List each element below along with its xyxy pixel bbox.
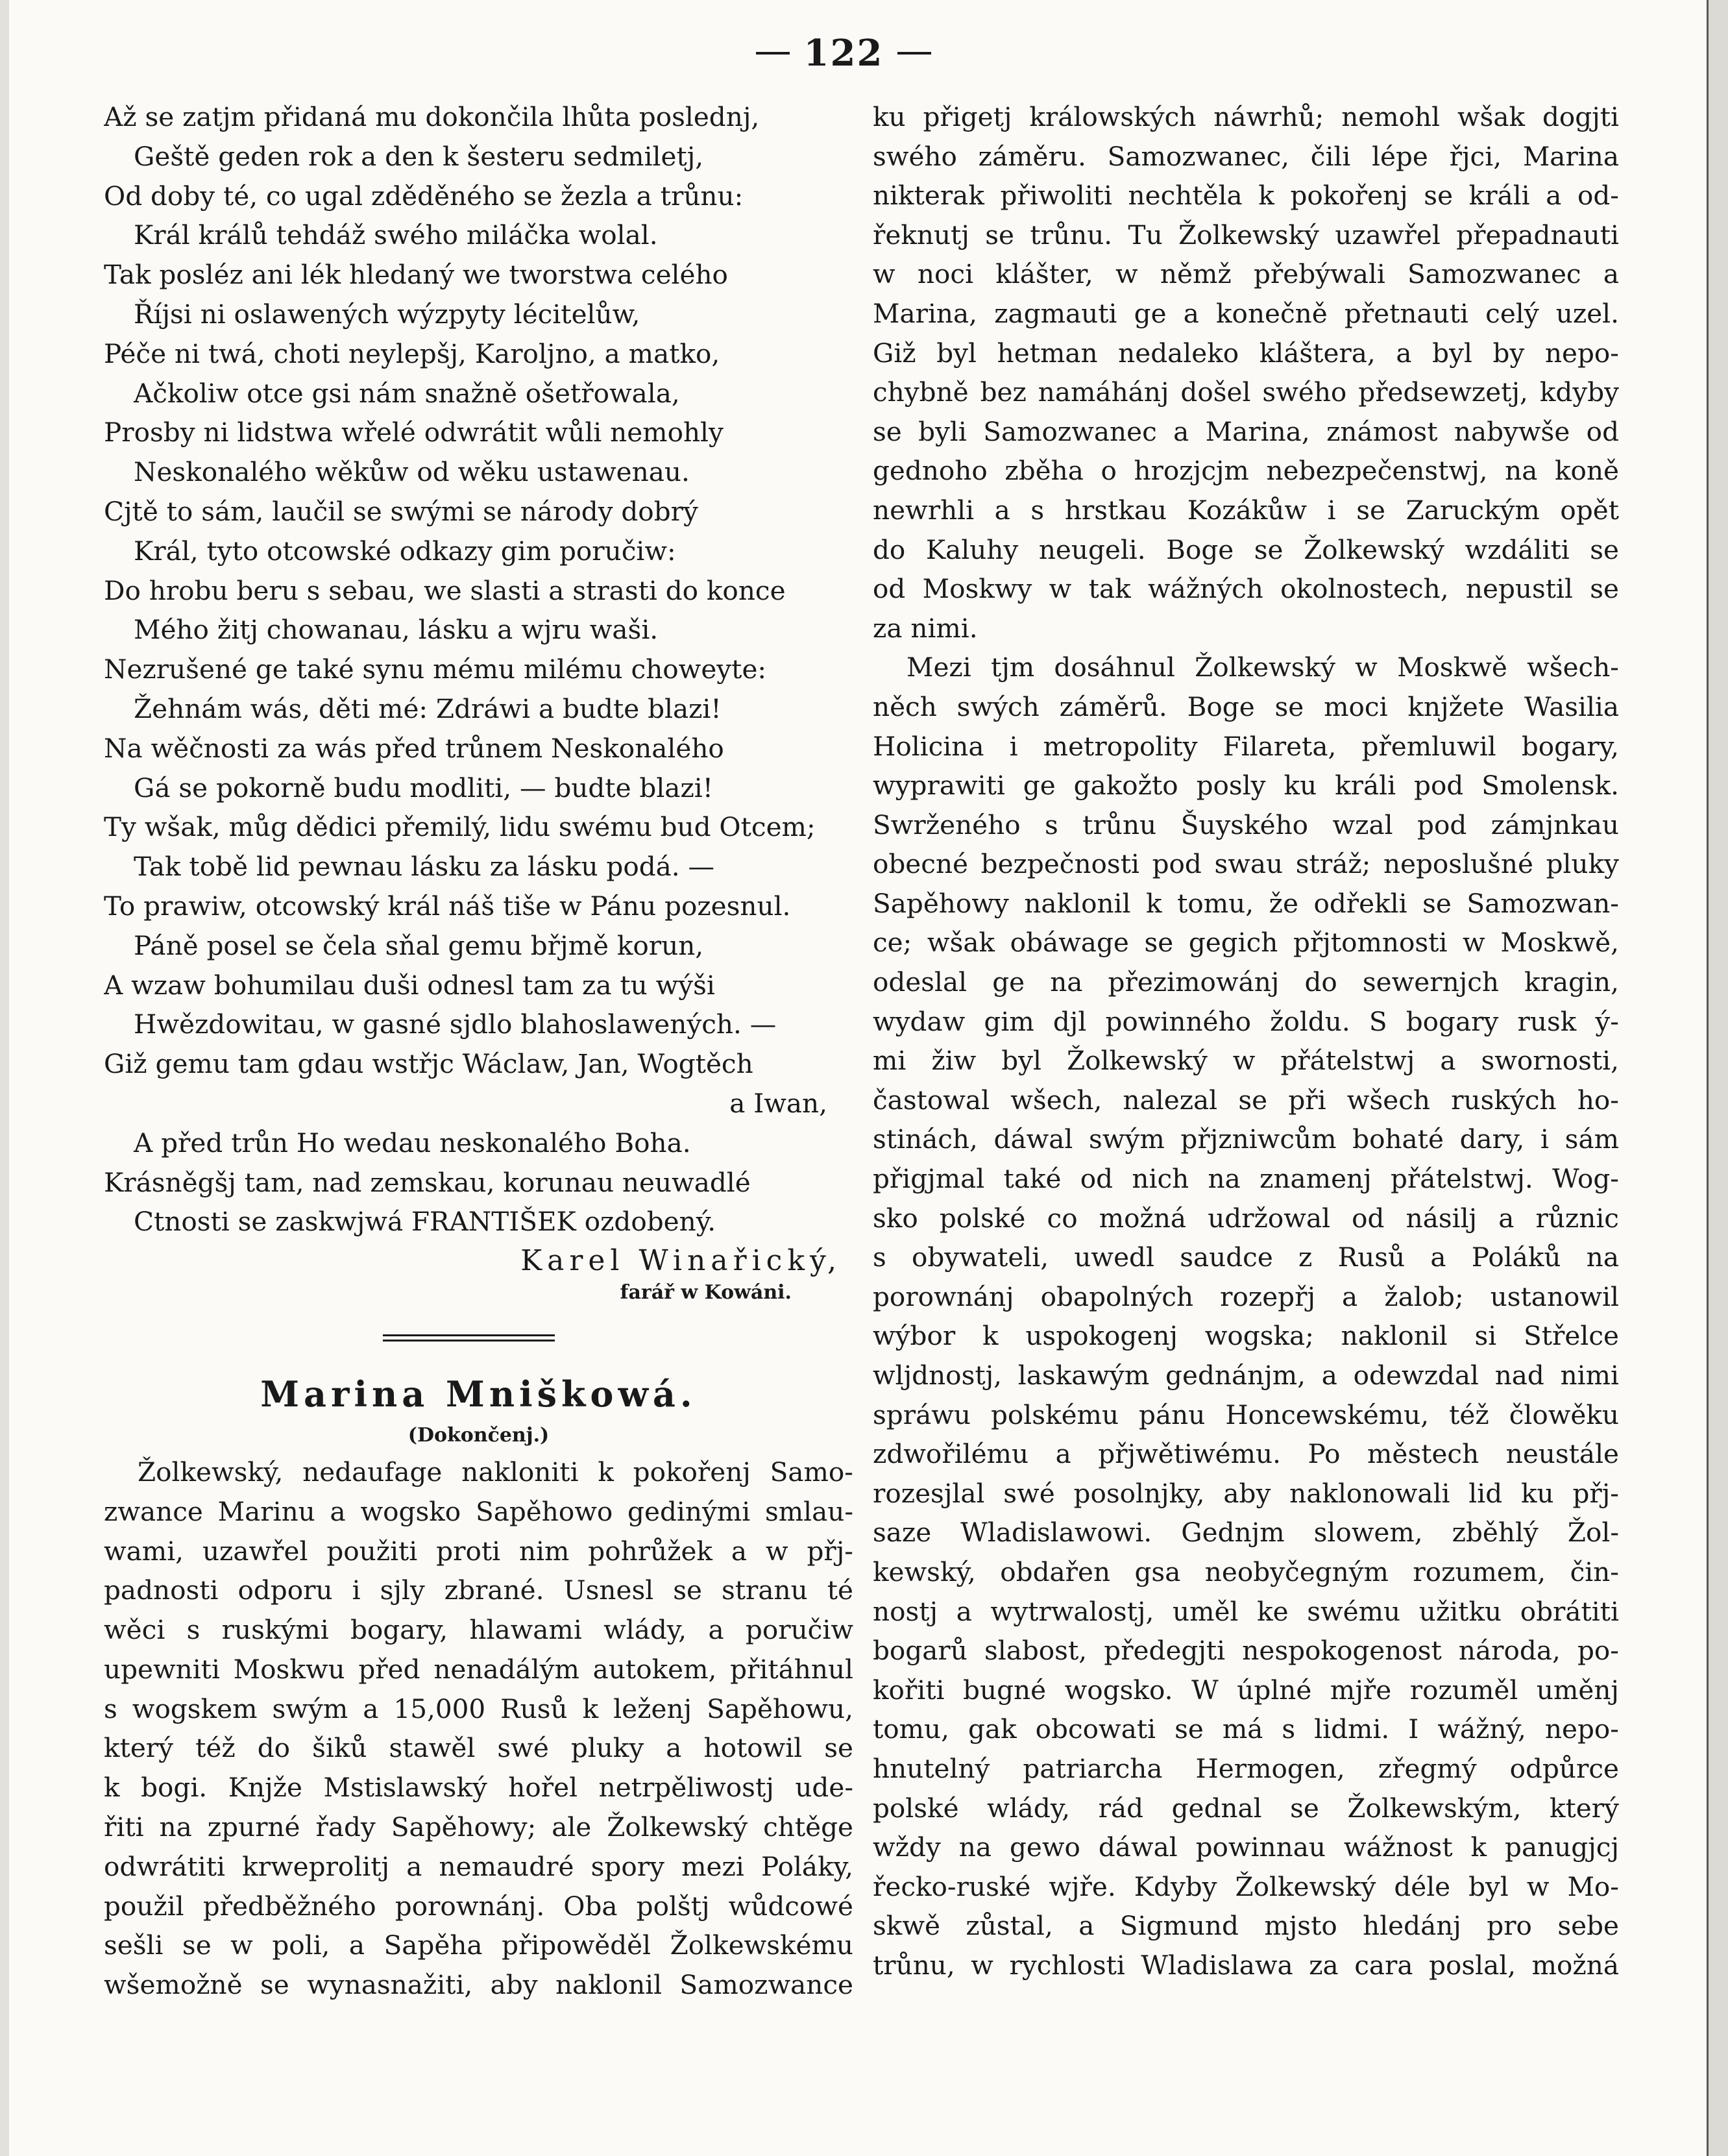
article-line: saze Wladislawowi. Gednjm slowem, zběhlý Žol- (873, 1517, 1619, 1549)
article-line: stinách, dáwal swým přjzniwcům bohaté dary, i sám (873, 1123, 1619, 1155)
article-line: častowal wšech, nalezal se při wšech ruských ho- (873, 1084, 1619, 1116)
poem-line: a Iwan, (729, 1087, 827, 1119)
poem-line: Do hrobu beru s sebau, we slasti a strasti do konce (104, 574, 786, 606)
poem-line: Neskonalého wěkůw od wěku ustawenau. (134, 456, 690, 488)
article-line: kořiti bugné wogsko. W úplné mjře rozuměl uměnj (873, 1674, 1619, 1706)
article-line: ku přigetj králowských náwrhů; nemohl wšak dogjti (873, 101, 1619, 132)
article-subtitle: (Dokončenj.) (408, 1423, 550, 1447)
poem (104, 97, 853, 1242)
poem-line: Cjtě to sám, laučil se swými se národy dobrý (104, 495, 698, 527)
article-line: řiti na zpurné řady Sapěhowy; ale Žolkewský chtěge (104, 1811, 853, 1843)
article-line: skwě zůstal, a Sigmund mjsto hledánj pro sebe (873, 1910, 1619, 1942)
article-line: wěci s ruskými bogary, hlawami wlády, a poručiw (104, 1614, 853, 1646)
poem-line: Gá se pokorně budu modliti, — budte blazi! (134, 772, 714, 803)
article-line: obecné bezpečnosti pod swau stráž; neposlušné pluky (873, 848, 1619, 880)
article-line: sko polské co možná udržowal od násilj a různic (873, 1202, 1619, 1234)
article-line: tomu, gak obcowati se má s lidmi. I wážný, nepo- (873, 1713, 1619, 1745)
article-left-text (104, 1452, 853, 2005)
article-line: wydaw gim djl powinného žoldu. S bogary rusk ý- (873, 1005, 1619, 1037)
article-line: zdwořilému a přjwětiwému. Po městech neustále (873, 1438, 1619, 1470)
article-line: odwrátiti krweprolitj a nemaudré spory mezi Poláky, (104, 1850, 853, 1882)
article-line: polské wlády, rád gednal se Žolkewským, který (873, 1792, 1619, 1824)
left-column (104, 97, 853, 2005)
article-line: od Moskwy w tak wážných okolnostech, nepustil se (873, 573, 1619, 605)
article-line: sešli se w poli, a Sapěha připowěděl Žolkewskému (104, 1929, 853, 1961)
article-line: řecko-ruské wjře. Kdyby Žolkewský déle byl w Mo- (873, 1870, 1619, 1902)
article-line: Marina, zagmauti ge a konečně přetnauti celý uzel. (873, 297, 1619, 329)
header-dash-right (897, 52, 931, 55)
article-line: Žolkewský, nedaufage nakloniti k pokořenj Samo- (138, 1456, 853, 1488)
right-column (873, 97, 1619, 1985)
article-line: spráwu polskému pánu Honcewskému, též člowěku (873, 1399, 1619, 1430)
poem-line: Ty wšak, můg dědici přemilý, lidu swému bud Otcem; (104, 811, 816, 843)
article-line: Giž byl hetman nedaleko kláštera, a byl by nepo- (873, 337, 1619, 369)
poem-line: Giž gemu tam gdau wstřjc Wáclaw, Jan, Wogtěch (104, 1048, 753, 1080)
poem-line: A wzaw bohumilau duši odnesl tam za tu wýši (104, 969, 715, 1001)
article-line: Holicina i metropolity Filareta, přemluwil bogary, (873, 730, 1619, 762)
poem-line: Král králů tehdáž swého miláčka wolal. (134, 219, 658, 251)
article-line: za nimi. (873, 612, 978, 644)
poem-line: Páně posel se čela sňal gemu břjmě korun, (134, 929, 704, 961)
poem-line: Geště geden rok a den k šestеru sedmiletj, (134, 140, 704, 172)
article-line: Swrženého s trůnu Šuyského wzal pod zámjnkau (873, 809, 1619, 840)
poem-line: Tak posléz ani lék hledaný we tworstwa celého (104, 259, 728, 291)
poem-line: Od doby té, co ugal zděděného se žezla a trůnu: (104, 180, 744, 212)
article-line: něch swých záměrů. Boge se moci knjžete Wasilia (873, 691, 1619, 722)
page-number: 122 (803, 32, 884, 75)
article-title: Marina Mniškowá. (260, 1373, 697, 1415)
poem-line: Král, tyto otcowské odkazy gim poručiw: (134, 535, 676, 567)
poem-line: Žehnám wás, děti mé: Zdráwi a budte blazi! (134, 692, 722, 724)
poem-line: Hwězdowitau, w gasné sjdlo blahoslawených. — (134, 1009, 777, 1040)
article-line: použil předběžného porownánj. Oba polštj wůdcowé (104, 1890, 853, 1922)
poem-line: Krásněgšj tam, nad zemskau, korunau neuwadlé (104, 1166, 751, 1198)
article-line: upewniti Moskwu před nenadálým autokem, přitáhnul (104, 1653, 853, 1685)
poem-line: Ačkoliw otce gsi nám snažně ošetřowala, (134, 377, 680, 409)
article-line: w noci klášter, w němž přebýwali Samozwanec a (873, 258, 1619, 290)
article-line: do Kaluhy neugeli. Boge se Žolkewský wzdáliti se (873, 533, 1619, 565)
article-line: s obywateli, uwedl saudce z Rusů a Poláků na (873, 1242, 1619, 1273)
article-line: Sapěhowy naklonil k tomu, že odřekli se Samozwan- (873, 887, 1619, 919)
article-line: newrhli a s hrstkau Kozákůw i se Zaruckým opět (873, 494, 1619, 526)
article-line: wšemožně se wynasnažiti, aby naklonil Samozwance (104, 1969, 853, 2001)
article-line: ce; wšak obáwage se gegich přjtomnosti w Moskwě, (873, 927, 1619, 959)
poem-line: Prosby ni lidstwa wřelé odwrátit wůli nemohly (104, 417, 724, 448)
article-line: nikterak přiwoliti nechtěla k pokořenj se králi a od- (873, 180, 1619, 212)
article-line: chybně bez namáhánj došel swého předsewzetj, kdyby (873, 376, 1619, 408)
poem-line: To prawiw, otcowský král náš tiše w Pánu pozesnul. (104, 890, 791, 922)
poem-line: Tak tobě lid pewnau lásku za lásku podá. — (134, 851, 715, 883)
article-line: řeknutj se trůnu. Tu Žolkewský uzawřel přepadnauti (873, 219, 1619, 251)
article-line: swého záměru. Samozwanec, čili lépe řjci, Marina (873, 140, 1619, 172)
poem-line: Ctnosti se zaskwjwá FRANTIŠEK ozdobený. (134, 1206, 716, 1238)
article-line: wždy na gewo dáwal powinnau wážnost k panugjcj (873, 1831, 1619, 1863)
divider-rule (383, 1340, 555, 1341)
poem-line: Až se zatjm přidaná mu dokončila lhůta poslednj, (104, 101, 760, 132)
article-line: rozesjlal swé posolnjky, aby naklonowali lid ku přj- (873, 1477, 1619, 1509)
article-line: k bogi. Knjže Mstislawský hořel netrpěliwostj ude- (104, 1772, 853, 1804)
article-line: nostj a wytrwalostj, uměl ke swému užitku obrátiti (873, 1595, 1619, 1627)
poem-signature-name: Karel Winařický, (520, 1244, 842, 1278)
poem-line: A před trůn Ho wedau neskonalého Boha. (134, 1127, 691, 1158)
article-line: se byli Samozwanec a Marina, známost nabywše od (873, 415, 1619, 447)
poem-line: Mého žitj chowanau, lásku a wjru waši. (134, 614, 659, 646)
article-line: s wogskem swým a 15,000 Rusů k leženj Sapěhowu, (104, 1693, 853, 1724)
article-line: bogarů slabost, předegjti nespokogenost národa, po- (873, 1635, 1619, 1667)
divider-rule (383, 1334, 555, 1336)
page-header (714, 27, 973, 79)
page-right-edge (1709, 0, 1728, 2156)
article-line: Mezi tjm dosáhnul Žolkewský w Moskwě wšech- (907, 652, 1619, 683)
article-line: wami, uzawřel použiti proti nim pohrůžek a w přj- (104, 1535, 853, 1567)
article-line: wljdnostj, laskawým gednánjm, a odewzdal nad nimi (873, 1360, 1619, 1391)
poem-line: Péče ni twá, choti neylepšj, Karoljno, a matko, (104, 337, 720, 369)
article-line: padnosti odporu i sjly zbrané. Usnesl se stranu té (104, 1574, 853, 1606)
article-line: trůnu, w rychlosti Wladislawa za cara poslal, možná (873, 1949, 1619, 1981)
article-line: odeslal ge na přezimowánj do sewernjch kragin, (873, 966, 1619, 998)
article-line: mi žiw byl Žolkewský w přátelstwj a swornosti, (873, 1045, 1619, 1077)
poem-line: Nezrušené ge také synu mému milému choweyte: (104, 654, 767, 685)
header-dash-left (756, 52, 790, 55)
section-divider (104, 1305, 853, 1369)
article-line: který též do šiků stawěl swé pluky a hotowil se (104, 1732, 853, 1764)
page-left-edge (0, 0, 9, 2156)
article-line: porownánj obapolných rozepřj a žalob; ustanowil (873, 1280, 1619, 1312)
poem-signature-role: farář w Kowáni. (620, 1280, 792, 1304)
article-line: hnutelný patriarcha Hermogen, zřegmý odpůrce (873, 1752, 1619, 1784)
article-line: přigjmal také od nich na znamenj přátelstwj. Wog- (873, 1163, 1619, 1195)
article-line: gednoho zběha o hrozjcjm nebezpečenstwj, na koně (873, 455, 1619, 487)
article-line: kewský, obdařen gsa neobyčegným rozumem, čin- (873, 1556, 1619, 1587)
poem-line: Na wěčnosti za wás před trůnem Neskonalého (104, 732, 724, 764)
poem-line: Říjsi ni oslawených wýzpyty lécitelůw, (134, 298, 640, 330)
article-line: wyprawiti ge gakožto posly ku králi pod Smolensk. (873, 770, 1619, 802)
article-line: zwance Marinu a wogsko Sapěhowo gedinými smlau- (104, 1495, 853, 1527)
article-line: wýbor k uspokogenj wogska; naklonil si Střelce (873, 1320, 1619, 1352)
